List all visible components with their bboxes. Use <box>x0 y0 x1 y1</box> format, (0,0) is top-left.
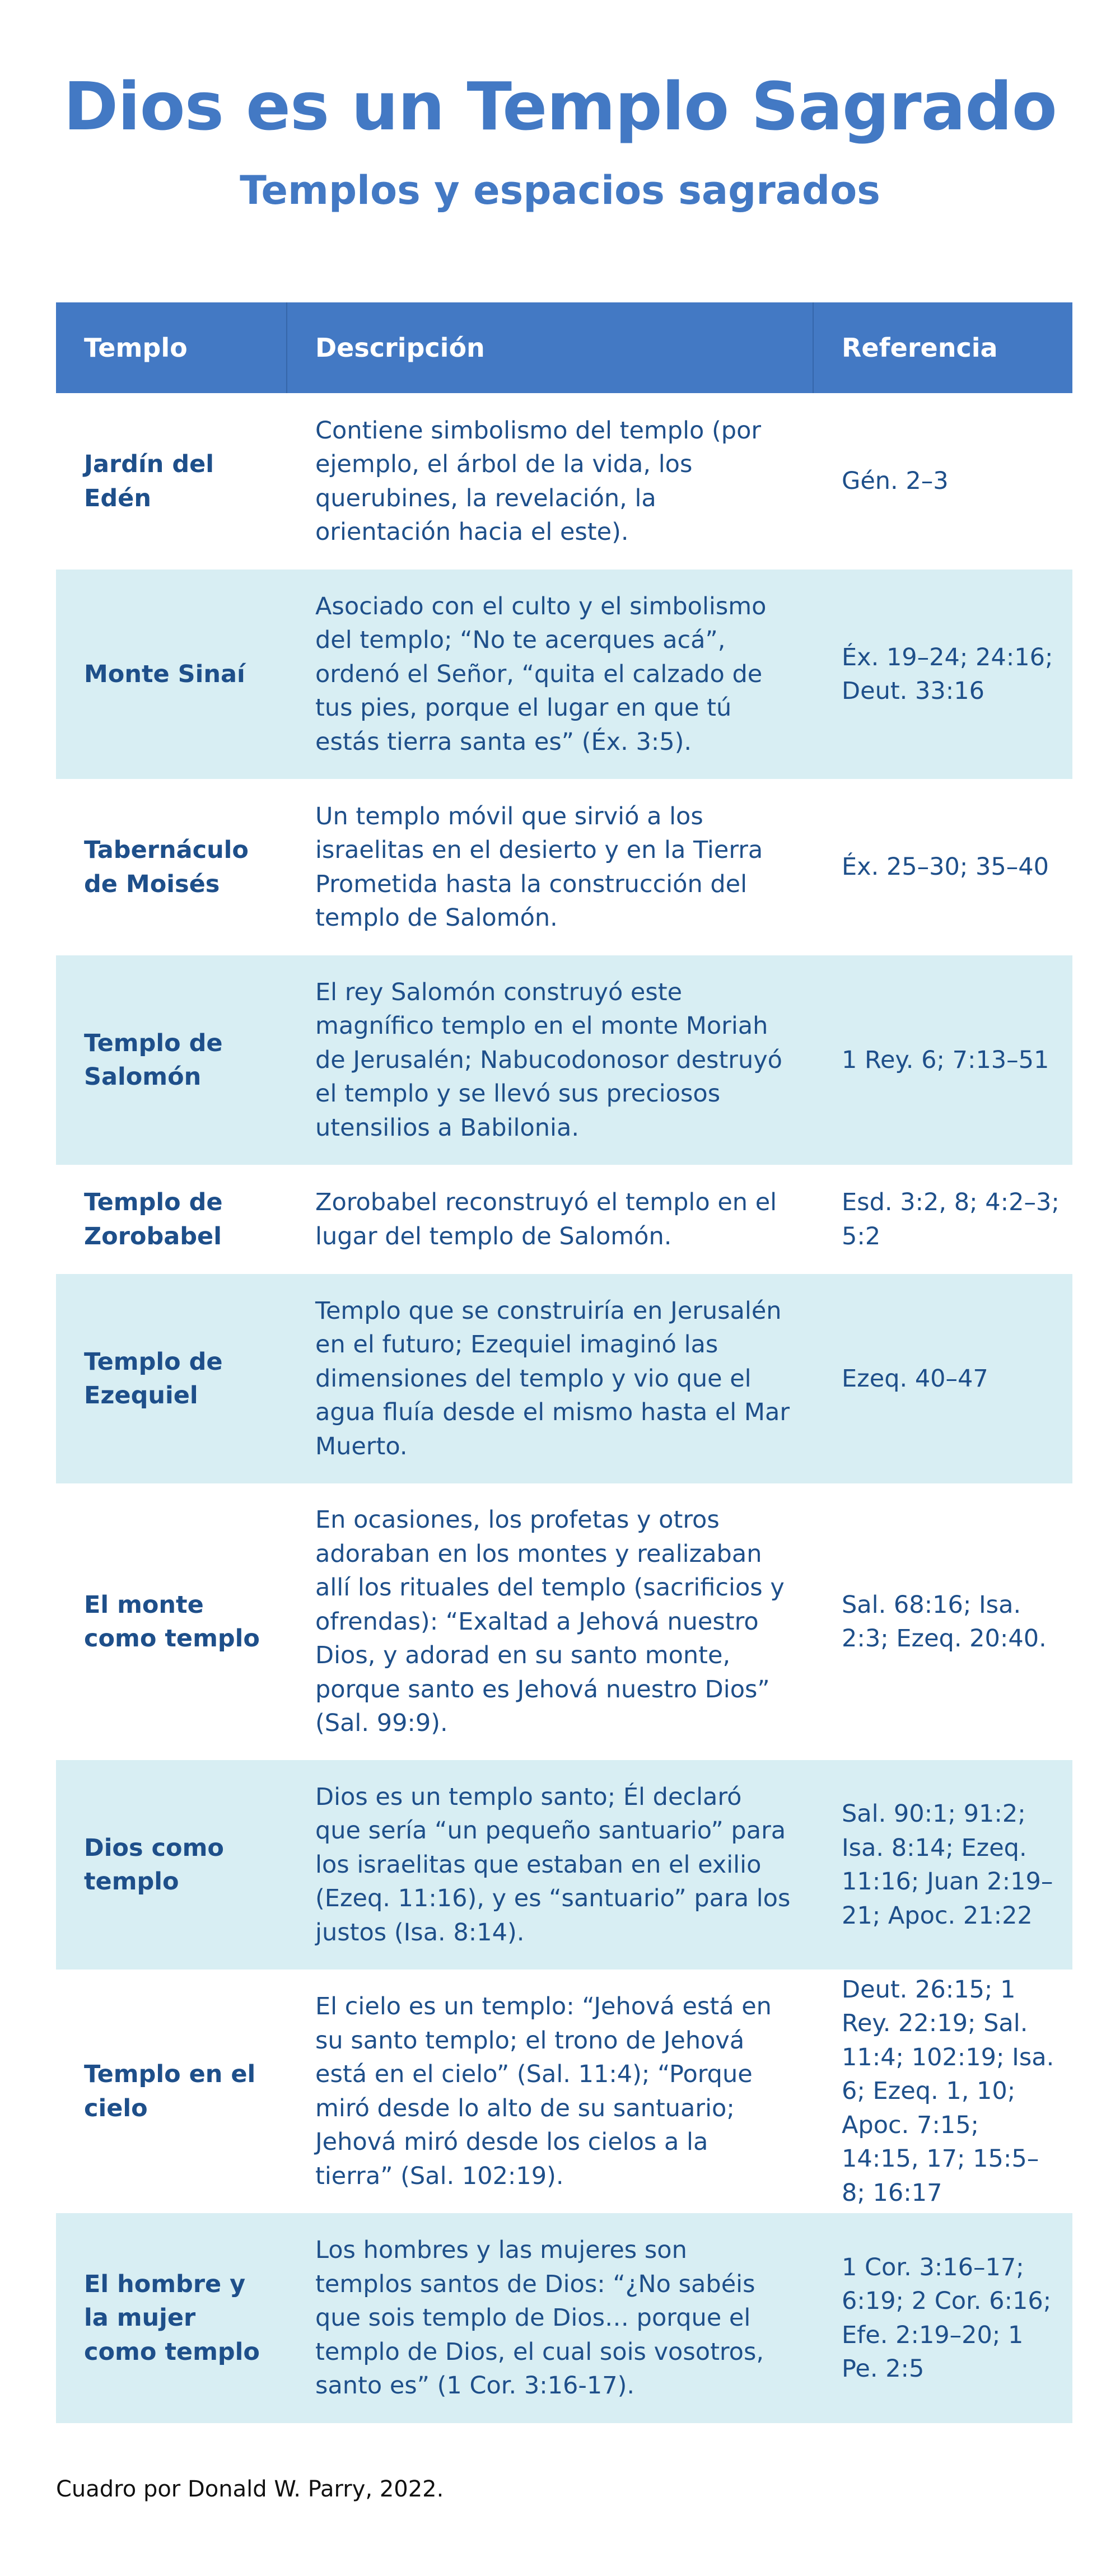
cell-templo: Templo de Ezequiel <box>84 1347 223 1410</box>
cell-referencia: Deut. 26:15; 1 Rey. 22:19; Sal. 11:4; 102:19; Isa. 6; Ezeq. 1, 10; Apoc. 7:15; 14:15, 17; 15:5–8; 16:17 <box>842 1975 1054 2207</box>
temples-table <box>56 302 1072 2423</box>
cell-referencia: Ezeq. 40–47 <box>842 1364 988 1393</box>
page-title: Dios es un Templo Sagrado <box>63 68 1057 145</box>
cell-referencia: Esd. 3:2, 8; 4:2–3; 5:2 <box>842 1188 1060 1250</box>
cell-referencia: Éx. 25–30; 35–40 <box>842 853 1049 881</box>
cell-referencia: 1 Rey. 6; 7:13–51 <box>842 1046 1049 1074</box>
table-row <box>56 2213 1072 2423</box>
cell-referencia: 1 Cor. 3:16–17; 6:19; 2 Cor. 6:16; Efe. 2:19–20; 1 Pe. 2:5 <box>842 2253 1052 2383</box>
cell-templo: Templo de Zorobabel <box>84 1188 223 1250</box>
table-row <box>56 1760 1072 1970</box>
header-descripcion: Descripción <box>287 302 814 393</box>
cell-referencia: Gén. 2–3 <box>842 467 949 496</box>
page-subtitle: Templos y espacios sagrados <box>240 167 880 213</box>
cell-templo: Dios como templo <box>84 1833 224 1896</box>
table-row <box>56 1970 1072 2213</box>
table-row <box>56 1165 1072 1274</box>
cell-referencia: Éx. 19–24; 24:16; Deut. 33:16 <box>842 643 1053 705</box>
table-row <box>56 779 1072 955</box>
header-referencia: Referencia <box>842 333 998 363</box>
cell-templo: Templo en el cielo <box>84 2060 256 2122</box>
table-row <box>56 570 1072 779</box>
cell-templo: Jardín del Edén <box>84 450 214 512</box>
cell-descripcion: El cielo es un templo: “Jehová está en su santo templo; el trono de Jehová está en el cielo” (Sal. 11:4); “Porque miró desde lo alto de su santuario; Jehová miró desde los cielos a la tierra” (Sal. 102:19). <box>315 1992 772 2190</box>
cell-descripcion: Dios es un templo santo; Él declaró que sería “un pequeño santuario” para los israelitas que estaban en el exilio (Ezeq. 11:16), y es “santuario” para los justos (Isa. 8:14). <box>315 1782 791 1947</box>
table-row <box>56 955 1072 1165</box>
cell-templo: El hombre y la mujer como templo <box>84 2270 260 2366</box>
cell-templo: El monte como templo <box>84 1590 260 1653</box>
cell-referencia: Sal. 90:1; 91:2; Isa. 8:14; Ezeq. 11:16; Juan 2:19–21; Apoc. 21:22 <box>842 1800 1053 1930</box>
cell-descripcion: Zorobabel reconstruyó el templo en el lugar del templo de Salomón. <box>315 1188 777 1250</box>
cell-descripcion: Un templo móvil que sirvió a los israelitas en el desierto y en la Tierra Prometida hasta la construcción del templo de Salomón. <box>315 802 763 932</box>
cell-templo: Tabernáculo de Moisés <box>84 836 249 898</box>
table-header <box>56 302 1072 393</box>
cell-descripcion: Contiene simbolismo del templo (por ejemplo, el árbol de la vida, los querubines, la revelación, la orientación hacia el este). <box>315 416 762 546</box>
table-row <box>56 393 1072 570</box>
cell-descripcion: En ocasiones, los profetas y otros adoraban en los montes y realizaban allí los rituales del templo (sacrificios y ofrendas): “Exaltad a Jehová nuestro Dios, y adorad en su santo monte, porque santo es Jehová nuestro Dios” (Sal. 99:9). <box>315 1506 785 1738</box>
cell-descripcion: Asociado con el culto y el simbolismo del templo; “No te acerques acá”, ordenó el Señor, “quita el calzado de tus pies, porque el lugar en que tú estás tierra santa es” (Éx. 3:5). <box>315 592 767 756</box>
cell-descripcion: El rey Salomón construyó este magnífico templo en el monte Moriah de Jerusalén; Nabucodonosor destruyó el templo y se llevó sus preciosos utensilios a Babilonia. <box>315 978 782 1142</box>
footer-credit: Cuadro por Donald W. Parry, 2022. <box>56 2476 444 2502</box>
cell-descripcion: Templo que se construiría en Jerusalén en el futuro; Ezequiel imaginó las dimensiones del templo y vio que el agua fluía desde el mismo hasta el Mar Muerto. <box>315 1296 790 1460</box>
cell-templo: Monte Sinaí <box>84 660 245 688</box>
table-row <box>56 1483 1072 1760</box>
cell-referencia: Sal. 68:16; Isa. 2:3; Ezeq. 20:40. <box>842 1590 1047 1653</box>
header-templo: Templo <box>56 302 287 393</box>
table-row <box>56 1274 1072 1483</box>
cell-descripcion: Los hombres y las mujeres son templos santos de Dios: “¿No sabéis que sois templo de Dios… porque el templo de Dios, el cual sois vosotros, santo es” (1 Cor. 3:16-17). <box>315 2236 764 2400</box>
cell-templo: Templo de Salomón <box>84 1029 223 1091</box>
